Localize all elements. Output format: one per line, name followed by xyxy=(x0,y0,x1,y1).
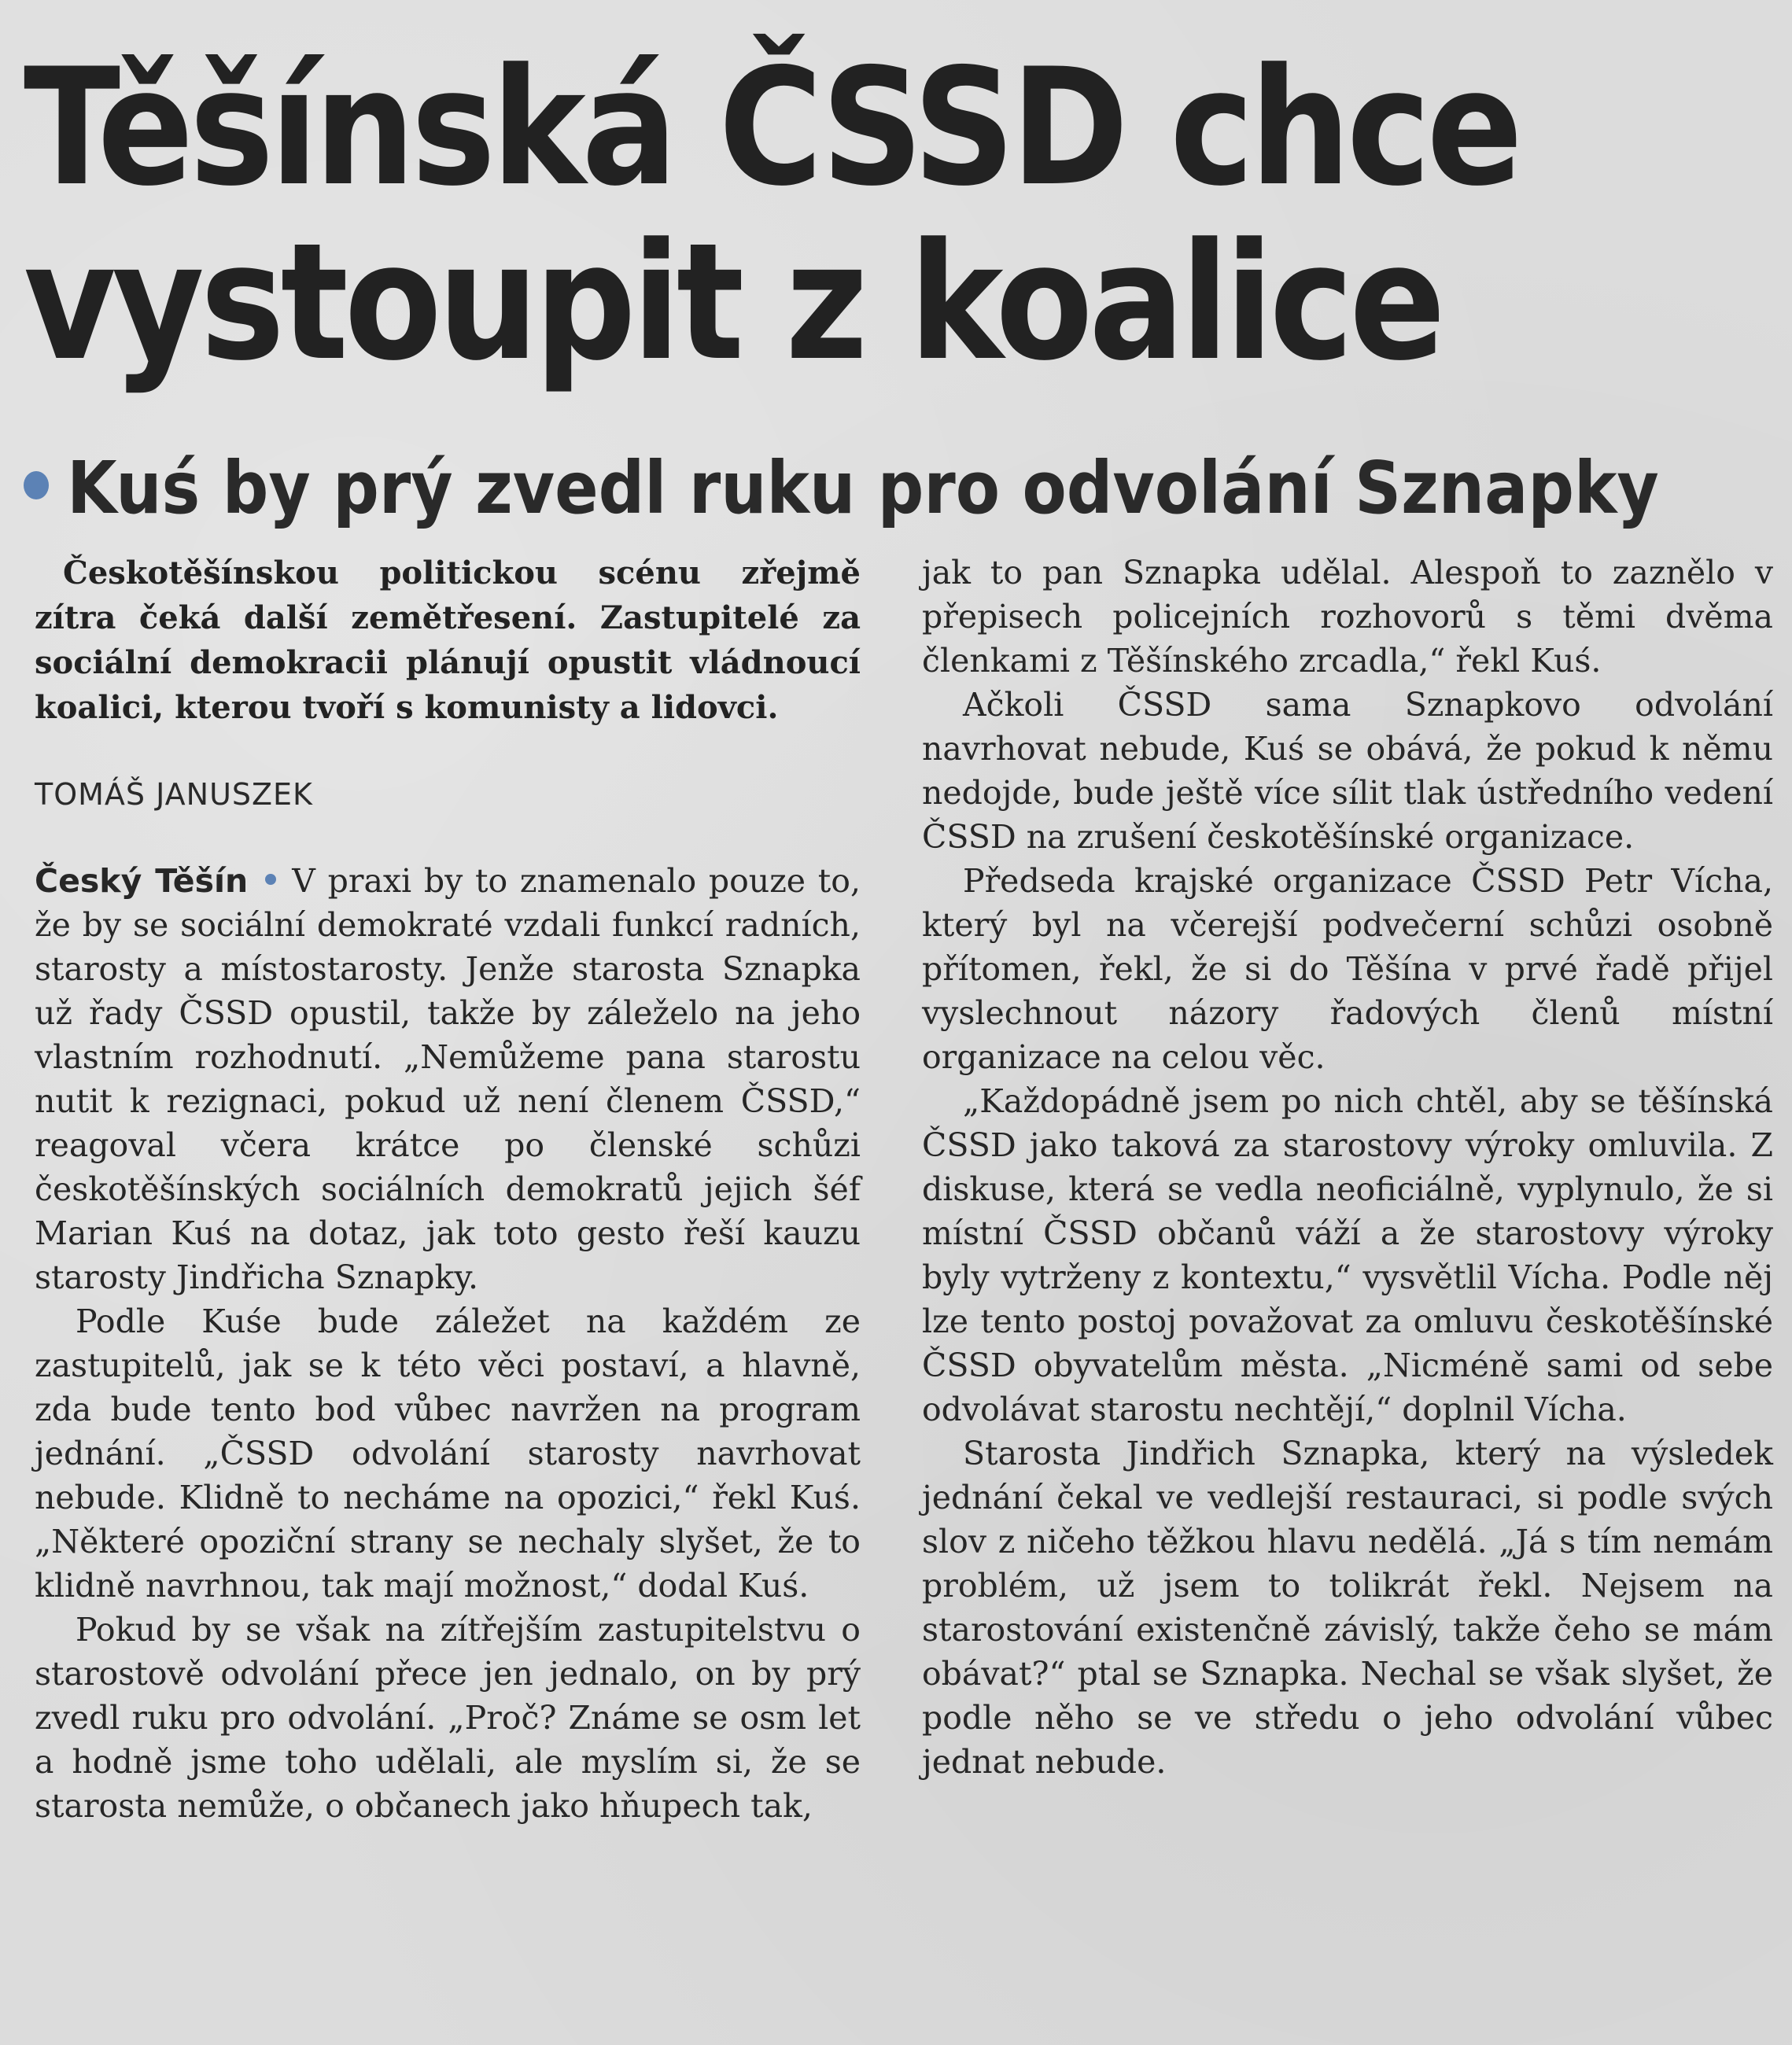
body-paragraph-1-text: V praxi by to znamenalo pouze to, že by se sociální demokraté vzdali funkcí radních, starosty a místostarosty. Jenže starosta Sznapka už řady ČSSD opustil, takže by záleželo na jeho vlastním rozhodnutí. „Nemůžeme pana starostu nutit k rezignaci, pokud už není členem ČSSD,“ reagoval včera krátce po členské schůzi českotěšínských sociálních demokratů jejich šéf Marian Kuś na dotaz, jak toto gesto řeší kauzu starosty Jindřicha Sznapky. xyxy=(35,862,861,1296)
body-paragraph-7: „Každopádně jsem po nich chtěl, aby se těšínská ČSSD jako taková za starostovy výroky omluvila. Z diskuse, která se vedla neoficiálně, vyplynulo, že si místní ČSSD občanů váží a že starostovy výroky byly vytrženy z kontextu,“ vysvětlil Vícha. Podle něj lze tento postoj považovat za omluvu českotěšínské ČSSD obyvatelům města. „Nicméně sami od sebe odvolávat starostu nechtějí,“ doplnil Vícha. xyxy=(922,1082,1773,1428)
body-paragraph-2: Podle Kuśe bude záležet na každém ze zastupitelů, jak se k této věci postaví, a hlavně, zda bude tento bod vůbec navržen na program jednání. „ČSSD odvolání starosty navrhovat nebude. Klidně to necháme na opozici,“ řekl Kuś. „Některé opoziční strany se nechaly slyšet, že to klidně navrhnou, tak mají možnost,“ dodal Kuś. xyxy=(35,1303,861,1605)
lead-paragraph: Českotěšínskou politickou scénu zřejmě zítra čeká další zemětřesení. Zastupitelé za sociální demokracii plánují opustit vládnoucí koalici, kterou tvoří s komunisty a lidovci. xyxy=(35,555,861,726)
dateline: Český Těšín xyxy=(35,862,249,900)
body-paragraph-6: Předseda krajské organizace ČSSD Petr Vícha, který byl na včerejší podvečerní schůzi osobně přítomen, řekl, že si do Těšína v prvé řadě přijel vyslechnout názory řadových členů místní organizace na celou věc. xyxy=(922,862,1773,1076)
subheadline-text: Kuś by prý zvedl ruku pro odvolání Sznapky xyxy=(67,446,1659,530)
body-paragraph-4: jak to pan Sznapka udělal. Alespoň to zaznělo v přepisech policejních rozhovorů s těmi dvěma členkami z Těšínského zrcadla,“ řekl Kuś. xyxy=(922,554,1773,680)
headline-line-1: Těšínská ČSSD chce xyxy=(24,35,1519,222)
byline: TOMÁŠ JANUSZEK xyxy=(35,777,313,812)
column-right xyxy=(922,551,1773,1784)
headline xyxy=(24,35,1567,396)
body-paragraph-3: Pokud by se však na zítřejším zastupitelstvu o starostově odvolání přece jen jednalo, on by prý zvedl ruku pro odvolání. „Proč? Známe se osm let a hodně jsme toho udělali, ale myslím si, že se starosta nemůže, o občanech jako hňupech tak, xyxy=(35,1611,861,1825)
subheadline xyxy=(24,445,1659,532)
bullet-dot-small-icon xyxy=(265,874,276,885)
headline-line-2: vystoupit z koalice xyxy=(24,209,1442,396)
body-paragraph-8: Starosta Jindřich Sznapka, který na výsledek jednání čekal ve vedlejší restauraci, si podle svých slov z ničeho těžkou hlavu nedělá. „Já s tím nemám problém, už jsem to tolikrát řekl. Nejsem na starostování existenčně závislý, takže čeho se mám obávat?“ ptal se Sznapka. Nechal se však slyšet, že podle něho se ve středu o jeho odvolání vůbec jednat nebude. xyxy=(922,1435,1773,1781)
body-paragraph-1 xyxy=(35,859,861,1299)
body-paragraph-5: Ačkoli ČSSD sama Sznapkovo odvolání navrhovat nebude, Kuś se obává, že pokud k němu nedojde, bude ještě více sílit tlak ústředního vedení ČSSD na zrušení českotěšínské organizace. xyxy=(922,686,1773,856)
column-left xyxy=(35,551,861,1828)
bullet-dot-icon xyxy=(24,471,49,499)
